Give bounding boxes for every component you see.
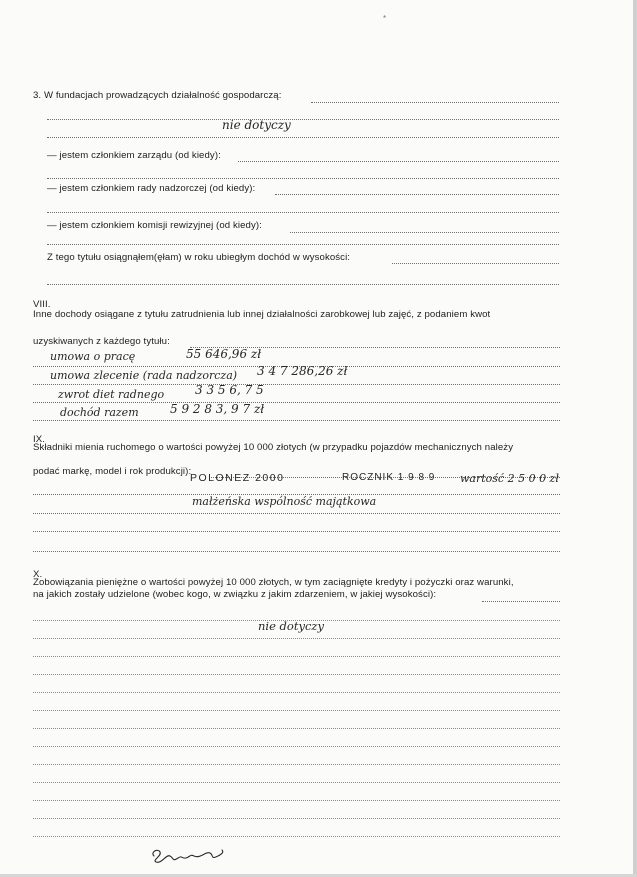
property-note: małżeńska wspólność majątkowa <box>192 495 377 508</box>
dotted-line <box>33 384 560 385</box>
dotted-line <box>47 244 559 245</box>
dotted-line <box>33 531 560 532</box>
income-entry-label: umowa zlecenie (rada nadzorcza) <box>50 369 238 382</box>
dotted-line <box>33 800 560 801</box>
scan-mark: * <box>383 14 387 23</box>
income-entry-amount: 3 4 7 286,26 zł <box>257 364 348 378</box>
section3-board-line: — jestem członkiem zarządu (od kiedy): <box>47 150 221 161</box>
dotted-line <box>33 420 560 421</box>
dotted-line <box>47 119 559 120</box>
section10-text-line1: Zobowiązania pieniężne o wartości powyżej 10 000 złotych, w tym zaciągnięte kredyty i pożyczki oraz warunki, <box>33 577 514 588</box>
section3-handwritten-answer: nie dotyczy <box>222 118 291 132</box>
section3-income-line: Z tego tytułu osiągnąłem(ęłam) w roku ubiegłym dochód w wysokości: <box>47 252 351 263</box>
section3-heading: 3. W fundacjach prowadzących działalność gospodarczą: <box>33 90 282 101</box>
dotted-line <box>482 601 560 602</box>
income-entry-label: umowa o pracę <box>50 350 136 363</box>
dotted-line <box>33 620 560 621</box>
dotted-line <box>290 232 559 233</box>
section9-heading: IX. <box>33 434 46 445</box>
dotted-line <box>33 746 560 747</box>
dotted-line <box>33 513 560 514</box>
income-entry-amount: 5 9 2 8 3, 9 7 zł <box>170 402 265 416</box>
section8-text-line2: uzyskiwanych z każdego tytułu: <box>33 336 170 347</box>
dotted-line <box>275 194 559 195</box>
dotted-line <box>33 728 560 729</box>
section8-text-line1: Inne dochody osiągane z tytułu zatrudnienia lub innej działalności zarobkowej lub zajęć, z podaniem kwot <box>33 309 491 320</box>
dotted-line <box>47 284 559 285</box>
signature-image <box>148 842 228 866</box>
dotted-line <box>238 161 559 162</box>
dotted-line <box>33 836 560 837</box>
section8-heading: VIII. <box>33 299 51 310</box>
dotted-line <box>33 656 560 657</box>
dotted-line <box>33 764 560 765</box>
income-entry-amount: 55 646,96 zł <box>186 347 262 361</box>
vehicle-value: wartość 2 5 0 0 zł <box>460 472 559 485</box>
income-entry-amount: 3 3 5 6, 7 5 <box>195 383 264 397</box>
dotted-line <box>33 674 560 675</box>
dotted-line <box>33 551 560 552</box>
section10-text-line2: na jakich zostały udzielone (wobec kogo, w związku z jakim zdarzeniem, w jakiej wysokości): <box>33 589 437 600</box>
section10-handwritten-answer: nie dotyczy <box>258 619 324 633</box>
dotted-line <box>47 178 559 179</box>
dotted-line <box>47 212 559 213</box>
dotted-line <box>33 710 560 711</box>
dotted-line <box>33 402 560 403</box>
section3-supervisory-line: — jestem członkiem rady nadzorczej (od kiedy): <box>47 183 256 194</box>
dotted-line <box>311 102 559 103</box>
income-entry-label: zwrot diet radnego <box>58 388 165 401</box>
vehicle-year: ROCZNIK 1 9 8 9 <box>342 472 436 483</box>
section9-text-line2: podać markę, model i rok produkcji): <box>33 466 192 477</box>
section9-text-line1: Składniki mienia ruchomego o wartości powyżej 10 000 złotych (w przypadku pojazdów mechanicznych należy <box>33 442 514 453</box>
dotted-line <box>33 638 560 639</box>
section3-audit-line: — jestem członkiem komisji rewizyjnej (od kiedy): <box>47 220 262 231</box>
section10-heading: X. <box>33 569 43 580</box>
dotted-line <box>47 137 559 138</box>
vehicle-model: POLONEZ 2000 <box>190 472 285 484</box>
dotted-line <box>33 782 560 783</box>
page-edge-right <box>633 0 637 877</box>
dotted-line <box>33 818 560 819</box>
income-entry-label: dochód razem <box>60 406 139 419</box>
dotted-line <box>33 692 560 693</box>
dotted-line <box>392 263 559 264</box>
